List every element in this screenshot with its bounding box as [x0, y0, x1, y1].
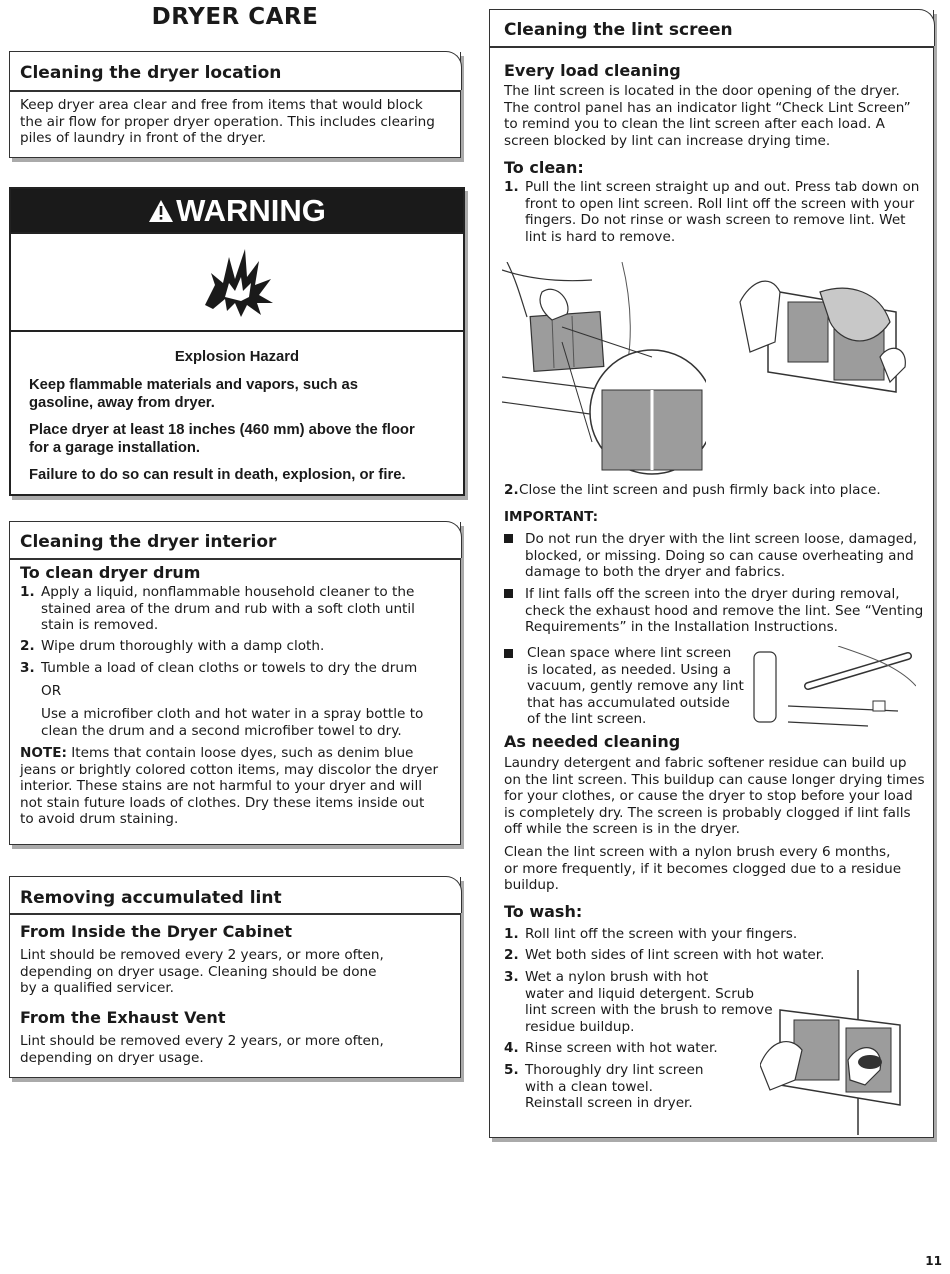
subsection-title: To clean dryer drum	[20, 563, 201, 582]
subsection-title: From Inside the Dryer Cabinet	[20, 922, 292, 941]
section-lint-screen	[489, 10, 934, 1138]
warning-text: Keep flammable materials and vapors, such as gasoline, away from dryer.	[29, 377, 358, 411]
section-dryer-location	[9, 52, 461, 158]
section-title: Removing accumulated lint	[20, 888, 282, 908]
subsection-title: From the Exhaust Vent	[20, 1008, 226, 1027]
section-title: Cleaning the lint screen	[504, 20, 733, 40]
step-text: Thoroughly dry lint screen with a clean towel. Reinstall screen in dryer.	[525, 1062, 704, 1112]
page-title: DRYER CARE	[151, 4, 319, 30]
lint-screen-open-illustration	[730, 262, 912, 426]
bullet-icon	[504, 649, 513, 658]
subsection-title: As needed cleaning	[504, 732, 681, 751]
step-text: Close the lint screen and push firmly back into place.	[519, 482, 881, 498]
warning-text: Place dryer at least 18 inches (460 mm) above the floor for a garage installation.	[29, 422, 415, 456]
step-number: 3.	[20, 660, 35, 676]
hazard-title: Explosion Hazard	[174, 349, 300, 365]
section-accumulated-lint	[9, 877, 461, 1078]
warning-banner: WARNING	[11, 189, 463, 232]
bullet-icon	[504, 534, 513, 543]
section-text: Laundry detergent and fabric softener residue can build up on the lint screen. This buildup can cause longer drying times for your clothes, or cause the dryer to stop before your load is completely dry. The screen is probably clogged if lint falls off while the screen is in the dryer.	[504, 755, 925, 838]
lint-screen-removal-illustration	[502, 262, 706, 488]
explosion-icon	[201, 243, 275, 323]
warning-triangle-icon	[148, 191, 174, 234]
step-number: 5.	[504, 1062, 519, 1078]
or-text: OR	[41, 683, 62, 699]
page-number: 11	[925, 1254, 942, 1268]
step-text: Pull the lint screen straight up and out. Press tab down on front to open lint screen. Roll lint off the screen with your fingers. Do not rinse or wash screen to remove lint. Wet lint is hard to remove.	[525, 179, 920, 245]
important-label: IMPORTANT:	[504, 509, 599, 525]
step-number: 4.	[504, 1040, 519, 1056]
step-number: 3.	[504, 969, 519, 985]
note-text: NOTE: Items that contain loose dyes, such as denim blue jeans or brightly colored cotton items, may discolor the dryer interior. These stains are not harmful to your dryer and will not stain future loads of clothes. Dry these items inside out to avoid drum staining.	[20, 745, 439, 828]
step-text: Apply a liquid, nonflammable household cleaner to the stained area of the drum and rub with a soft cloth until stain is removed.	[41, 584, 415, 634]
step-number: 2.	[504, 947, 519, 963]
bullet-icon	[504, 589, 513, 598]
step-text: Tumble a load of clean cloths or towels to dry the drum	[41, 660, 418, 676]
section-text: Lint should be removed every 2 years, or more often, depending on dryer usage.	[20, 1033, 384, 1066]
warning-box	[9, 187, 465, 496]
step-text: Wet a nylon brush with hot water and liquid detergent. Scrub lint screen with the brush to remove residue buildup.	[525, 969, 773, 1035]
bullet-text: Do not run the dryer with the lint screen loose, damaged, blocked, or missing. Doing so can cause overheating and damage to both the dryer and fabrics.	[525, 531, 918, 581]
step-text: Wet both sides of lint screen with hot water.	[525, 947, 825, 963]
step-text: Roll lint off the screen with your fingers.	[525, 926, 798, 942]
bullet-text: Clean space where lint screen is located, as needed. Using a vacuum, gently remove any lint that has accumulated outside of the lint screen.	[527, 645, 744, 728]
subsection-title: Every load cleaning	[504, 61, 681, 80]
section-text: Keep dryer area clear and free from items that would block the air flow for proper dryer operation. This includes clearing piles of laundry in front of the dryer.	[20, 97, 435, 147]
vacuum-illustration	[748, 646, 916, 740]
subsection-title: To wash:	[504, 902, 583, 921]
step-text: Rinse screen with hot water.	[525, 1040, 718, 1056]
step-text: Wipe drum thoroughly with a damp cloth.	[41, 638, 325, 654]
section-title: Cleaning the dryer interior	[20, 532, 277, 552]
brush-scrub-illustration	[760, 970, 910, 1139]
step-number: 1.	[20, 584, 35, 600]
bullet-text: If lint falls off the screen into the dryer during removal, check the exhaust hood and remove the lint. See “Venting Requirements” in the Installation Instructions.	[525, 586, 924, 636]
section-text: The lint screen is located in the door opening of the dryer. The control panel has an indicator light “Check Lint Screen” to remind you to clean the lint screen after each load. A screen blocked by lint can increase drying time.	[504, 83, 911, 149]
step-number: 1.	[504, 179, 519, 195]
section-title: Cleaning the dryer location	[20, 63, 282, 83]
step-text: Use a microfiber cloth and hot water in a spray bottle to clean the drum and a second microfiber towel to dry.	[41, 706, 424, 739]
step-number: 1.	[504, 926, 519, 942]
section-text: Clean the lint screen with a nylon brush every 6 months, or more frequently, if it becomes clogged due to a residue buildup.	[504, 844, 902, 894]
step-number: 2.	[20, 638, 35, 654]
section-text: Lint should be removed every 2 years, or more often, depending on dryer usage. Cleaning should be done by a qualified servicer.	[20, 947, 384, 997]
section-dryer-interior	[9, 522, 461, 845]
warning-text: Failure to do so can result in death, explosion, or fire.	[29, 467, 406, 483]
step-number: 2.	[504, 482, 519, 498]
subsection-title: To clean:	[504, 158, 584, 177]
